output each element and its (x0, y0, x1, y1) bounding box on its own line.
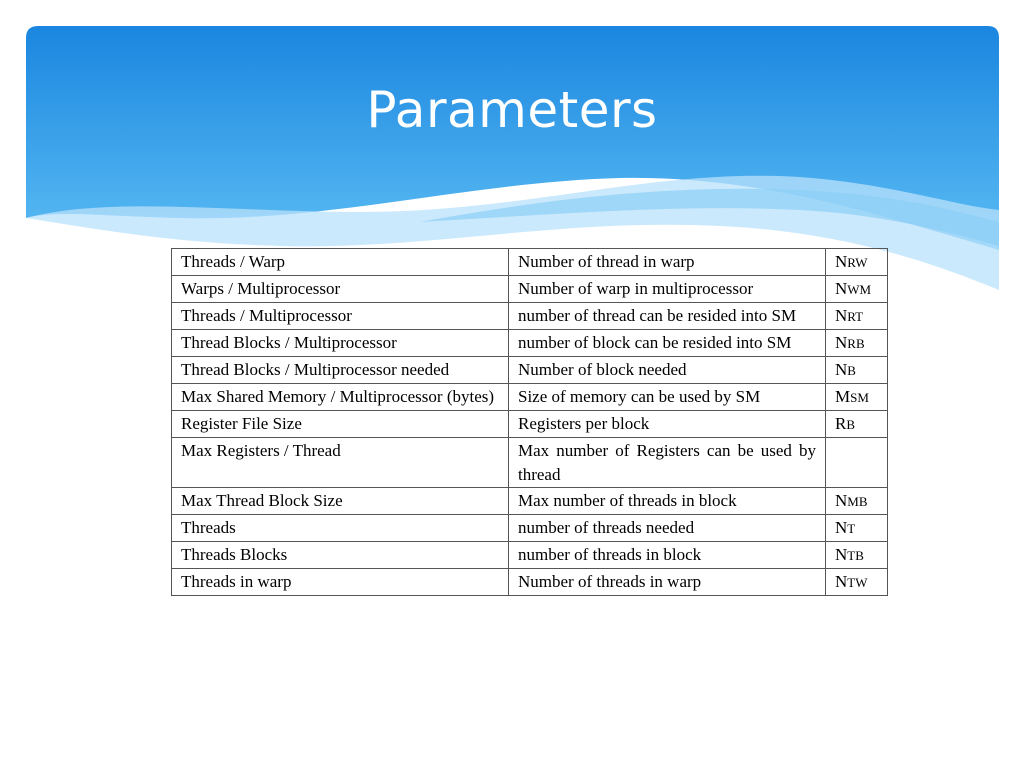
table-row (172, 303, 888, 330)
symbol-subscript: RW (847, 255, 868, 270)
table-row (172, 542, 888, 569)
table-row (172, 276, 888, 303)
parameter-name-cell: Max Shared Memory / Multiprocessor (bytes) (172, 384, 509, 411)
table-row (172, 515, 888, 542)
parameter-name-cell: Thread Blocks / Multiprocessor needed (172, 357, 509, 384)
symbol-letter: N (835, 545, 848, 564)
parameter-symbol-cell (826, 411, 888, 438)
symbol-subscript: B (846, 417, 856, 432)
parameter-name-cell: Register File Size (172, 411, 509, 438)
symbol-letter: N (835, 252, 848, 271)
parameter-description-cell: Number of warp in multiprocessor (509, 276, 826, 303)
parameter-symbol-cell (826, 488, 888, 515)
table-row (172, 249, 888, 276)
symbol-letter: N (835, 491, 848, 510)
symbol-subscript: TW (847, 575, 868, 590)
symbol-subscript: MB (847, 494, 868, 509)
parameter-description-cell: Size of memory can be used by SM (509, 384, 826, 411)
parameter-description-cell: number of threads in block (509, 542, 826, 569)
table-row (172, 411, 888, 438)
parameter-description-cell: number of block can be resided into SM (509, 330, 826, 357)
symbol-subscript: RB (847, 336, 865, 351)
parameter-name-cell: Threads (172, 515, 509, 542)
table-row (172, 569, 888, 596)
parameter-description-cell: number of threads needed (509, 515, 826, 542)
symbol-letter: N (835, 306, 848, 325)
parameter-description-cell: Number of thread in warp (509, 249, 826, 276)
parameter-description-cell: Max number of Registers can be used by thread (509, 438, 826, 488)
parameter-name-cell: Warps / Multiprocessor (172, 276, 509, 303)
symbol-letter: N (835, 279, 848, 298)
parameter-symbol-cell (826, 569, 888, 596)
table-row (172, 438, 888, 488)
parameter-symbol-cell (826, 357, 888, 384)
parameter-name-cell: Threads / Warp (172, 249, 509, 276)
parameter-name-cell: Max Thread Block Size (172, 488, 509, 515)
symbol-subscript: TB (847, 548, 864, 563)
parameters-table-container (171, 248, 887, 596)
symbol-letter: M (835, 387, 851, 406)
slide-title: Parameters (366, 81, 658, 139)
symbol-subscript: B (847, 363, 856, 378)
symbol-letter: N (835, 360, 848, 379)
symbol-subscript: RT (847, 309, 864, 324)
parameter-description-cell: Number of block needed (509, 357, 826, 384)
parameter-name-cell: Threads in warp (172, 569, 509, 596)
parameter-name-cell: Thread Blocks / Multiprocessor (172, 330, 509, 357)
parameter-name-cell: Threads Blocks (172, 542, 509, 569)
parameter-symbol-cell (826, 276, 888, 303)
parameter-name-cell: Threads / Multiprocessor (172, 303, 509, 330)
parameter-symbol-cell (826, 384, 888, 411)
parameter-symbol-cell (826, 249, 888, 276)
table-row (172, 330, 888, 357)
symbol-letter: R (835, 414, 847, 433)
table-row (172, 357, 888, 384)
parameter-description-cell: Registers per block (509, 411, 826, 438)
symbol-letter: N (835, 518, 848, 537)
symbol-letter: N (835, 333, 848, 352)
parameters-table (171, 248, 888, 596)
parameter-description-cell: Number of threads in warp (509, 569, 826, 596)
symbol-subscript: SM (850, 390, 869, 405)
parameter-symbol-cell (826, 303, 888, 330)
parameter-name-cell: Max Registers / Thread (172, 438, 509, 488)
parameter-symbol-cell (826, 330, 888, 357)
parameter-symbol-cell (826, 542, 888, 569)
parameter-symbol-cell (826, 515, 888, 542)
table-row (172, 384, 888, 411)
symbol-subscript: T (847, 521, 856, 536)
parameter-description-cell: Max number of threads in block (509, 488, 826, 515)
parameter-symbol-cell (826, 438, 888, 488)
table-row (172, 488, 888, 515)
parameter-description-cell: number of thread can be resided into SM (509, 303, 826, 330)
symbol-letter: N (835, 572, 848, 591)
symbol-subscript: WM (847, 282, 872, 297)
